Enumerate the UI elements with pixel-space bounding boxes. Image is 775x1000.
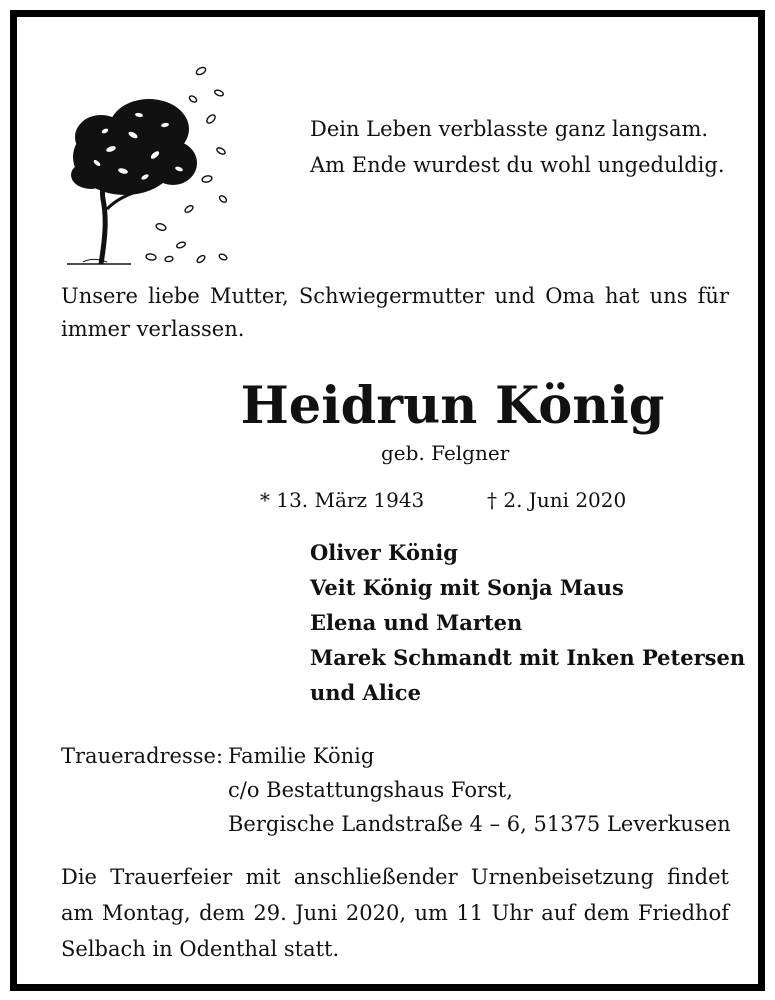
mourner: Marek Schmandt mit Inken Petersen bbox=[310, 645, 746, 670]
intro-text: Unsere liebe Mutter, Schwiegermutter und Oma hat uns für immer verlassen. bbox=[61, 284, 729, 341]
address-label: Traueradresse: bbox=[61, 744, 224, 768]
mourner: Elena und Marten bbox=[310, 610, 523, 635]
mourner: Veit König mit Sonja Maus bbox=[310, 575, 624, 600]
mourner: und Alice bbox=[310, 680, 421, 705]
mourners-list bbox=[310, 535, 745, 710]
address-line: Bergische Landstraße 4 – 6, 51375 Leverkusen bbox=[228, 812, 731, 836]
quote-line: Am Ende wurdest du wohl ungeduldig. bbox=[310, 153, 725, 177]
quote bbox=[310, 111, 725, 183]
birth-date: * 13. März 1943 bbox=[260, 488, 425, 512]
address-line: Familie König bbox=[228, 744, 375, 768]
address-block bbox=[228, 739, 731, 841]
death-date: † 2. Juni 2020 bbox=[487, 488, 627, 512]
obituary-frame bbox=[10, 10, 765, 991]
quote-line: Dein Leben verblasste ganz langsam. bbox=[310, 117, 709, 141]
address-line: c/o Bestattungshaus Forst, bbox=[228, 778, 513, 802]
ceremony-text: Die Trauerfeier mit anschließender Urnenbeisetzung findet am Montag, dem 29. Juni 2020, um 11 Uhr auf dem Friedhof Selbach in Odenthal statt. bbox=[61, 865, 729, 961]
windblown-tree-icon bbox=[61, 59, 229, 265]
deceased-name: Heidrun König bbox=[240, 376, 665, 436]
mourner: Oliver König bbox=[310, 540, 458, 565]
maiden-name: geb. Felgner bbox=[381, 441, 510, 465]
